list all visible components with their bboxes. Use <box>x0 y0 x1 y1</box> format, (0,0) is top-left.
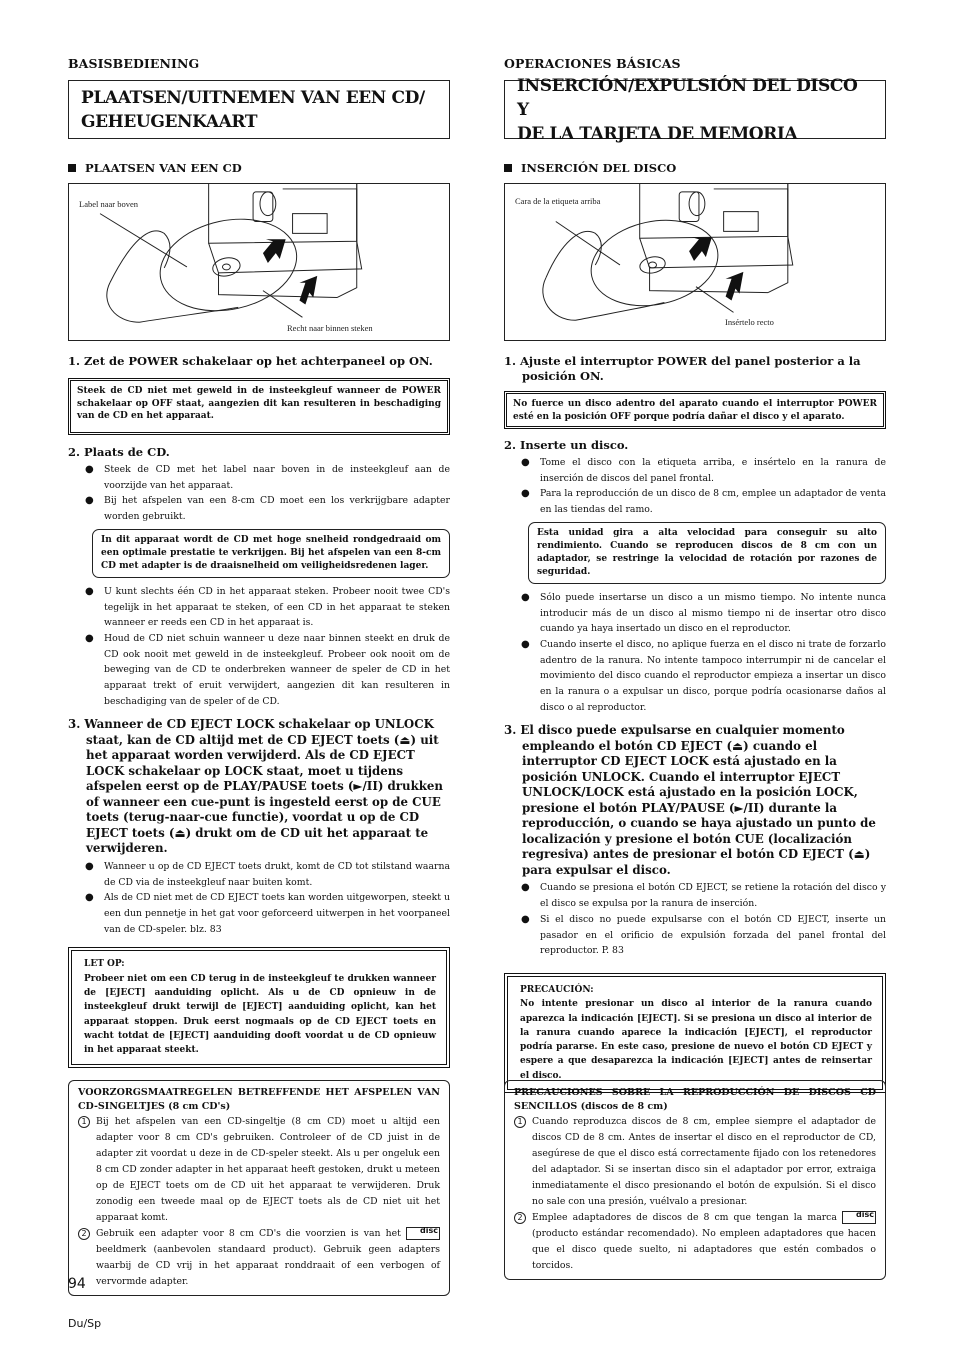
step-3-bullets <box>68 859 450 938</box>
caution-text: Probeer niet om een CD terug in de insteekgleuf te drukken wanneer de [EJECT] aanduiding oplicht. Als u de CD opnieuw in de insteekgleuf drukt terwijl de [EJECT] aanduiding oplicht, kan het apparaat stoppen. Druk eerst nogmaals op de CD EJECT toets en wacht totdat de [EJECT] aanduiding dooft voordat u de CD opnieuw in het apparaat steekt. <box>84 973 436 1056</box>
list-item: ● Sólo puede insertarse un disco a un mismo tiempo. No intente nunca introducir más de un disco al mismo tiempo ni de insertar otro disco cuando ya haya insertado un disco en el reproductor. <box>504 590 886 637</box>
list-item: ● Steek de CD met het label naar boven in de insteekgleuf aan de voorzijde van het apparaat. <box>68 462 450 493</box>
step-2: 2. Plaats de CD. <box>68 445 170 459</box>
precaution-box <box>68 1080 450 1296</box>
subsection-heading: PLAATSEN VAN EEN CD <box>68 159 450 177</box>
list-item: ● Houd de CD niet schuin wanneer u deze naar binnen steekt en druk de CD ook nooit met geweld in de insteekgleuf. Probeer ook nooit om de beweging van de CD te onderbreken wanneer de speler de CD in het apparaat trekt of eruit verwijdert, aangezien dit kan resulteren in beschadiging van de speler of de CD. <box>68 631 450 710</box>
page-title: INSERCIÓN/EXPULSIÓN DEL DISCO Y DE LA TARJETA DE MEMORIA <box>517 75 858 144</box>
list-item: ● Cuando se presiona el botón CD EJECT, se retiene la rotación del disco y el disco se expulsa por la ranura de inserción. <box>504 880 886 911</box>
caution-text: No intente presionar un disco al interior de la ranura cuando aparezca la indicación [EJECT]. Si se presiona un disco al interior de la ranura cuando aparece la indicación [EJECT], el reproductor podría pararse. En este caso, presione de nuevo el botón CD EJECT y espere a que desaparezca la indicación [EJECT] antes de reinsertar el disco. <box>520 999 872 1081</box>
note-box: In dit apparaat wordt de CD met hoge snelheid rondgedraaid om een optimale prestatie te verkrijgen. Bij het afspelen van een 8-cm CD met adapter is de draaisnelheid om veiligheidsredenen lager. <box>92 529 450 578</box>
list-item: ● Wanneer u op de CD EJECT toets drukt, komt de CD tot stilstand waarna de CD via de insteekgleuf naar buiten komt. <box>68 859 450 890</box>
compact-disc-logo-icon: disc <box>406 1227 440 1240</box>
caution-box <box>504 973 886 1093</box>
language-code: Du/Sp <box>68 1317 102 1330</box>
step-2-bullets <box>68 462 450 525</box>
step-2: 2. Inserte un disco. <box>504 438 629 452</box>
cd-insert-illustration <box>504 183 886 341</box>
title-box <box>68 80 450 139</box>
cd-insert-drawing <box>505 184 885 340</box>
precaution-item-2: 2 Gebruik een adapter voor 8 cm CD's die voorzien is van het disc beeldmerk (aanbevolen standaard product). Gebruik geen adapters waarbij de CD vrij in het apparaat ronddraait of een verbogen of vervormde adapter. <box>78 1226 440 1290</box>
label-top: Label naar boven <box>79 199 138 209</box>
label-bottom: Recht naar binnen steken <box>287 323 373 333</box>
step-1: 1. Zet de POWER schakelaar op het achterpaneel op ON. <box>68 354 433 368</box>
list-item: ● Cuando inserte el disco, no aplique fuerza en el disco ni trate de forzarlo adentro de la ranura. No intente tampoco interrumpir ni de cancelar el movimiento del disco cuando el reproductor empieza a insertar un disco en la ranura o a expulsar un disco, porque podría ocasionarse daños al disco o al reproductor. <box>504 637 886 716</box>
list-item: ● U kunt slechts één CD in het apparaat steken. Probeer nooit twee CD's tegelijk in het apparaat te steken, of een CD in het apparaat te steken wanneer er reeds een CD in het apparaat is. <box>68 584 450 631</box>
step-2-bullets-b <box>504 590 886 716</box>
precaution-heading: PRECAUCIONES SOBRE LA REPRODUCCIÓN DE DISCOS CD SENCILLOS (discos de 8 cm) <box>514 1087 876 1112</box>
precaution-item-1: 1 Bij het afspelen van een CD-singeltje (8 cm CD) moet u altijd een adapter voor 8 cm CD's gebruiken. Controleer of de CD juist in de adapter zit voordat u deze in de CD-speler steekt. Als u per ongeluk een 8 cm CD zonder adapter in het apparaat heeft gestoken, drukt u meteen op de EJECT toets om de CD uit het apparaat te verwijderen. Druk zonodig een tweede maal op de EJECT toets als de CD niet uit het apparaat komt. <box>78 1114 440 1226</box>
caution-heading: LET OP: <box>84 959 125 970</box>
step-2-bullets <box>504 455 886 518</box>
precaution-item-1: 1 Cuando reproduzca discos de 8 cm, emplee siempre el adaptador de discos CD de 8 cm. Antes de insertar el disco en el reproductor de CD, asegúrese de que el disco está correctamente fijado con los retenedores del adaptador. Si se insertan disco sin el adaptador por error, extraiga inmediatamente el disco presionando el botón de expulsión. Si el disco no sale con una presión, vuélvalo a presionar. <box>514 1114 876 1210</box>
list-item: ● Para la reproducción de un disco de 8 cm, emplee un adaptador de venta en las tiendas del ramo. <box>504 486 886 517</box>
precaution-box <box>504 1080 886 1280</box>
list-item: ● Als de CD niet met de CD EJECT toets kan worden uitgeworpen, steekt u een dun pennetje in het gat voor geforceerd uitwerpen in het voorpaneel van de CD-speler. blz. 83 <box>68 890 450 937</box>
warning-box: No fuerce un disco adentro del aparato cuando el interruptor POWER esté en la posición OFF porque podría dañar el disco y el aparato. <box>504 391 886 429</box>
list-item: ● Si el disco no puede expulsarse con el botón CD EJECT, inserte un pasador en el orificio de expulsión forzada del panel frontal del reproductor. P. 83 <box>504 912 886 959</box>
cd-insert-illustration <box>68 183 450 341</box>
step-3-bullets <box>504 880 886 959</box>
step-1: 1. Ajuste el interruptor POWER del panel posterior a la posición ON. <box>504 354 861 383</box>
right-column <box>504 56 886 1271</box>
label-bottom: Insértelo recto <box>725 317 774 327</box>
subsection-heading: INSERCIÓN DEL DISCO <box>504 159 886 177</box>
caution-heading: PRECAUCIÓN: <box>520 984 594 995</box>
precaution-item-2: 2 Emplee adaptadores de discos de 8 cm que tengan la marca disc (producto estándar recomendado). No empleen adaptadores que hacen que el disco quede suelto, ni adaptadores que estén combados o torcidos. <box>514 1210 876 1274</box>
page-title: PLAATSEN/UITNEMEN VAN EEN CD/ GEHEUGENKAART <box>81 87 425 132</box>
section-label: OPERACIONES BÁSICAS <box>504 56 681 71</box>
step-3: 3. El disco puede expulsarse en cualquier momento empleando el botón CD EJECT (⏏) cuando el interruptor CD EJECT LOCK está ajustado en la posición UNLOCK. Cuando el interruptor EJECT UNLOCK/LOCK está ajustado en la posición LOCK, presione el botón PLAY/PAUSE (►/II) durante la reproducción, o cuando se haya ajustado un punto de localización y presione el botón CUE (localización regresiva) antes de presionar el botón CD EJECT (⏏) para expulsar el disco. <box>504 723 876 877</box>
warning-box: Steek de CD niet met geweld in de insteekgleuf wanneer de POWER schakelaar op OFF staat, aangezien dit kan resulteren in beschadiging van de CD en het apparaat. <box>68 378 450 435</box>
list-item: ● Tome el disco con la etiqueta arriba, e insértelo en la ranura de inserción de discos del panel frontal. <box>504 455 886 486</box>
caution-box <box>68 947 450 1067</box>
compact-disc-logo-icon: disc <box>842 1211 876 1224</box>
list-item: ● Bij het afspelen van een 8-cm CD moet een los verkrijgbare adapter worden gebruikt. <box>68 493 450 524</box>
title-box <box>504 75 886 144</box>
step-2-bullets-b <box>68 584 450 710</box>
page-number: 94 <box>68 1276 86 1292</box>
precaution-heading: VOORZORGSMAATREGELEN BETREFFENDE HET AFSPELEN VAN CD-SINGELTJES (8 cm CD's) <box>78 1087 440 1112</box>
section-label: BASISBEDIENING <box>68 56 200 71</box>
label-top: Cara de la etiqueta arriba <box>515 196 601 206</box>
note-box: Esta unidad gira a alta velocidad para conseguir su alto rendimiento. Cuando se reproducen discos de 8 cm con un adaptador, se restringe la velocidad de rotación por razones de seguridad. <box>528 522 886 584</box>
step-3: 3. Wanneer de CD EJECT LOCK schakelaar op UNLOCK staat, kan de CD altijd met de CD EJECT toets (⏏) uit het apparaat worden verwijderd. Als de CD EJECT LOCK schakelaar op LOCK staat, moet u tijdens afspelen eerst op de PLAY/PAUSE toets (►/II) drukken of wanneer een cue-punt is ingesteld eerst op de CUE toets (terug-naar-cue functie), voordat u op de CD EJECT toets (⏏) drukt om de CD uit het apparaat te verwijderen. <box>68 717 444 856</box>
